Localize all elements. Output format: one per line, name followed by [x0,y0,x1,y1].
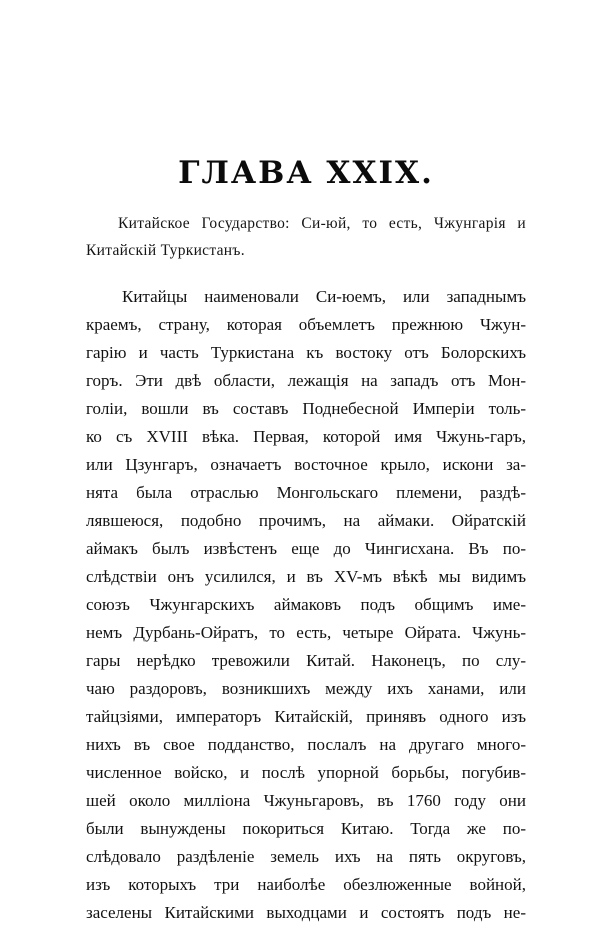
text-line: или Цзунгаръ, означаетъ восточное крыло, искони за- [86,455,526,474]
chapter-heading: ГЛАВА XXIX. [178,155,434,191]
text-line: гарію и часть Туркистана къ востоку отъ Болорскихъ [86,343,526,362]
text-line: Китайцы наименовали Си-юемъ, или западнымъ [122,287,526,306]
text-line: слѣдовало раздѣленіе земель ихъ на пять округовъ, [86,847,526,866]
text-line: слѣдствіи онъ усилился, и въ XV-мъ вѣкѣ мы видимъ [86,567,526,586]
text-line: тайцзіями, императоръ Китайскій, принявъ одного изъ [86,707,526,726]
text-line: гары нерѣдко тревожили Китай. Наконецъ, по слу- [86,651,526,670]
text-line: аймакъ былъ извѣстенъ еще до Чингисхана. Въ по- [86,539,526,558]
text-line: лявшеюся, подобно прочимъ, на аймаки. Ойратскій [86,511,526,530]
text-line: голіи, вошли въ составъ Поднебесной Имперіи толь- [86,399,526,418]
text-line: численное войско, и послѣ упорной борьбы, погубив- [86,763,526,782]
text-line: нихъ въ свое подданство, послалъ на другаго много- [86,735,526,754]
text-line: заселены Китайскими выходцами и состоятъ подъ не- [86,903,526,922]
text-line: ко съ XVIII вѣка. Первая, которой имя Чжунь-гаръ, [86,427,526,446]
text-line: изъ которыхъ три наиболѣе обезлюженные войной, [86,875,526,894]
text-line: шей около милліона Чжуньгаровъ, въ 1760 году они [86,791,526,810]
chapter-subtitle: Китайское Государство: Си-юй, то есть, Чжунгарія и Китайскій Туркистанъ. [86,215,526,259]
text-line: союзъ Чжунгарскихъ аймаковъ подъ общимъ име- [86,595,526,614]
text-line: нята была отраслью Монгольскаго племени, раздѣ- [86,483,526,502]
text-line: немъ Дурбань-Ойратъ, то есть, четыре Ойрата. Чжунь- [86,623,526,642]
text-line: краемъ, страну, которая объемлетъ прежнюю Чжун- [86,315,526,334]
text-line: чаю раздоровъ, возникшихъ между ихъ ханами, или [86,679,526,698]
text-line: были вынуждены покориться Китаю. Тогда же по- [86,819,526,838]
text-line: горъ. Эти двѣ области, лежащія на западъ отъ Мон- [86,371,526,390]
body-paragraph [86,283,526,927]
